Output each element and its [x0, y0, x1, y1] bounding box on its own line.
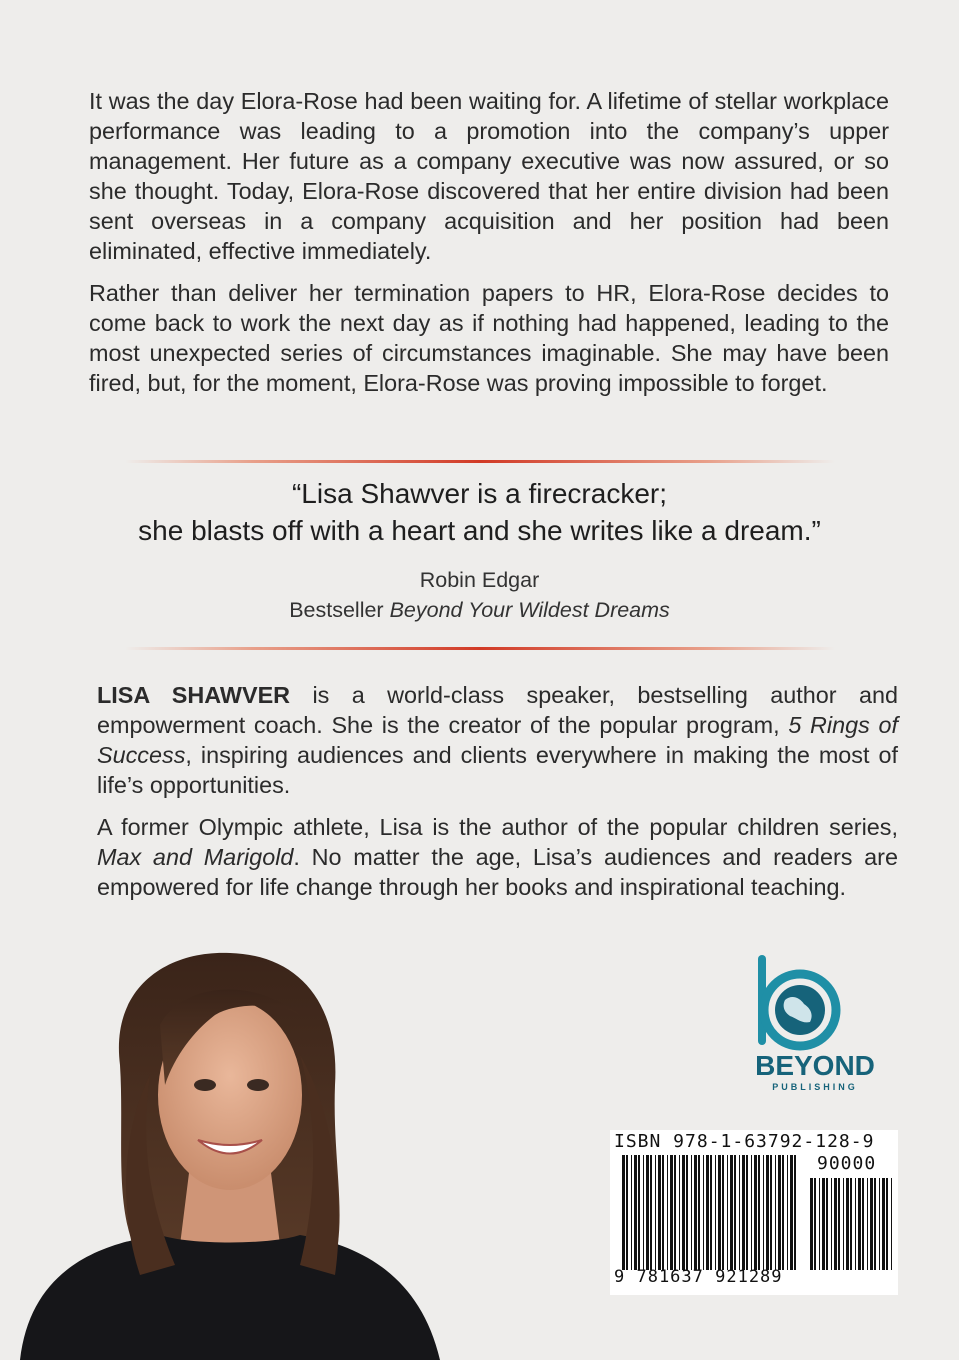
barcode-bar [670, 1155, 673, 1270]
barcode-bar [846, 1178, 849, 1270]
barcode-bar [739, 1155, 740, 1270]
endorsement-quote-line-1: “Lisa Shawver is a firecracker; [291, 478, 667, 509]
barcode-bar [850, 1178, 852, 1270]
barcode-bar [794, 1155, 796, 1270]
barcode-bar [882, 1178, 885, 1270]
barcode-bar [746, 1155, 748, 1270]
barcode-bar [691, 1155, 692, 1270]
publisher-tagline: PUBLISHING [772, 1082, 858, 1092]
barcode-bar [682, 1155, 685, 1270]
barcode-bar [831, 1178, 832, 1270]
barcode-bar [658, 1155, 661, 1270]
barcode-bar [667, 1155, 668, 1270]
barcode-bar [622, 1155, 625, 1270]
publisher-name: BEYOND [755, 1050, 875, 1081]
quote-credit-prefix: Bestseller [289, 598, 390, 622]
barcode-bar [810, 1178, 813, 1270]
bio-series-title: Max and Marigold [97, 844, 294, 870]
barcode-bar [715, 1155, 716, 1270]
barcode-bar [858, 1178, 861, 1270]
bio-text: is a world-class speaker, bestselling author and empowerment coach. She is the creator of the popular program, [97, 682, 898, 738]
barcode-bar [766, 1155, 769, 1270]
quote-author: Robin Edgar [419, 568, 540, 592]
barcode-bar [782, 1155, 784, 1270]
barcode-bar [822, 1178, 825, 1270]
quote-credit [0, 595, 959, 625]
bio-text: , inspiring audiences and clients everywhere in making the most of life’s opportunities. [97, 742, 898, 798]
barcode-bar [763, 1155, 764, 1270]
price-code: 90000 [817, 1153, 877, 1174]
barcode-bar [631, 1155, 632, 1270]
barcode-bar [727, 1155, 728, 1270]
barcode-bar [870, 1178, 873, 1270]
barcode-bar [734, 1155, 736, 1270]
barcode-bar [843, 1178, 844, 1270]
endorsement-quote-line-2: she blasts off with a heart and she writes like a dream.” [138, 515, 821, 546]
barcode-bar [706, 1155, 709, 1270]
barcode-bar [879, 1178, 880, 1270]
bio-program-title: 5 Rings of Success [97, 712, 898, 768]
barcode-bar [655, 1155, 656, 1270]
barcode-bar [838, 1178, 840, 1270]
synopsis-paragraph-2: Rather than deliver her termination papers to HR, Elora-Rose decides to come back to work the next day as if nothing had happened, leading to the most unexpected series of circumstances imaginable. She may have been fired, but, for the moment, Elora-Rose was proving impossible to forget. [89, 280, 889, 396]
barcode-bar [886, 1178, 888, 1270]
barcode-bar [634, 1155, 637, 1270]
isbn-label: ISBN 978-1-63792-128-9 [614, 1131, 875, 1152]
barcode-bar [867, 1178, 868, 1270]
barcode-bar [751, 1155, 752, 1270]
barcode-bar [646, 1155, 649, 1270]
barcode-bar [662, 1155, 664, 1270]
divider-top [125, 460, 835, 463]
barcode-bar [722, 1155, 724, 1270]
bio-text: A former Olympic athlete, Lisa is the author of the popular children series, [97, 814, 898, 840]
synopsis [89, 86, 889, 410]
barcode-bar [862, 1178, 864, 1270]
author-bio [97, 680, 898, 914]
synopsis-paragraph-1: It was the day Elora-Rose had been waiting for. A lifetime of stellar workplace performance was leading to a promotion into the company’s upper management. Her future as a company executive was now assured, or so she thought. Today, Elora-Rose discovered that her entire division had been sent overseas in a company acquisition and her position had been eliminated, effective immediately. [89, 88, 889, 264]
beyond-publishing-logo [740, 950, 890, 1095]
barcode-bar [638, 1155, 640, 1270]
barcode-bar [834, 1178, 837, 1270]
bio-paragraph-1 [97, 680, 898, 800]
divider-bottom [125, 647, 835, 650]
barcode-bar [730, 1155, 733, 1270]
barcode-bar [643, 1155, 644, 1270]
barcode-bar [718, 1155, 721, 1270]
barcode-bar [698, 1155, 700, 1270]
barcode-bar [703, 1155, 704, 1270]
barcode-bar [758, 1155, 760, 1270]
barcode-bar [626, 1155, 628, 1270]
barcode-bar [819, 1178, 820, 1270]
barcode-bar [787, 1155, 788, 1270]
barcode-bar [742, 1155, 745, 1270]
barcode-bar [814, 1178, 816, 1270]
barcode-bar [694, 1155, 697, 1270]
barcode-bar [770, 1155, 772, 1270]
quote-credit-title: Beyond Your Wildest Dreams [389, 598, 670, 622]
barcode-bar [674, 1155, 676, 1270]
barcode-bar [710, 1155, 712, 1270]
bio-paragraph-2 [97, 812, 898, 902]
barcode-bar [775, 1155, 776, 1270]
bio-text: . No matter the age, Lisa’s audiences and readers are empowered for life change through her books and inspirational teaching. [97, 844, 898, 900]
ean-digits: 9 781637 921289 [614, 1267, 783, 1287]
barcode-bar [650, 1155, 652, 1270]
bio-author-name: LISA SHAWVER [97, 682, 291, 708]
barcode-bar [754, 1155, 757, 1270]
barcode-bar [679, 1155, 680, 1270]
author-photo [0, 945, 440, 1360]
barcode-bar [826, 1178, 828, 1270]
barcode-bar [855, 1178, 856, 1270]
barcode-bar [778, 1155, 781, 1270]
barcode-bar [874, 1178, 876, 1270]
barcode-bar [686, 1155, 688, 1270]
barcode-bar [891, 1178, 892, 1270]
barcode-bar [790, 1155, 793, 1270]
